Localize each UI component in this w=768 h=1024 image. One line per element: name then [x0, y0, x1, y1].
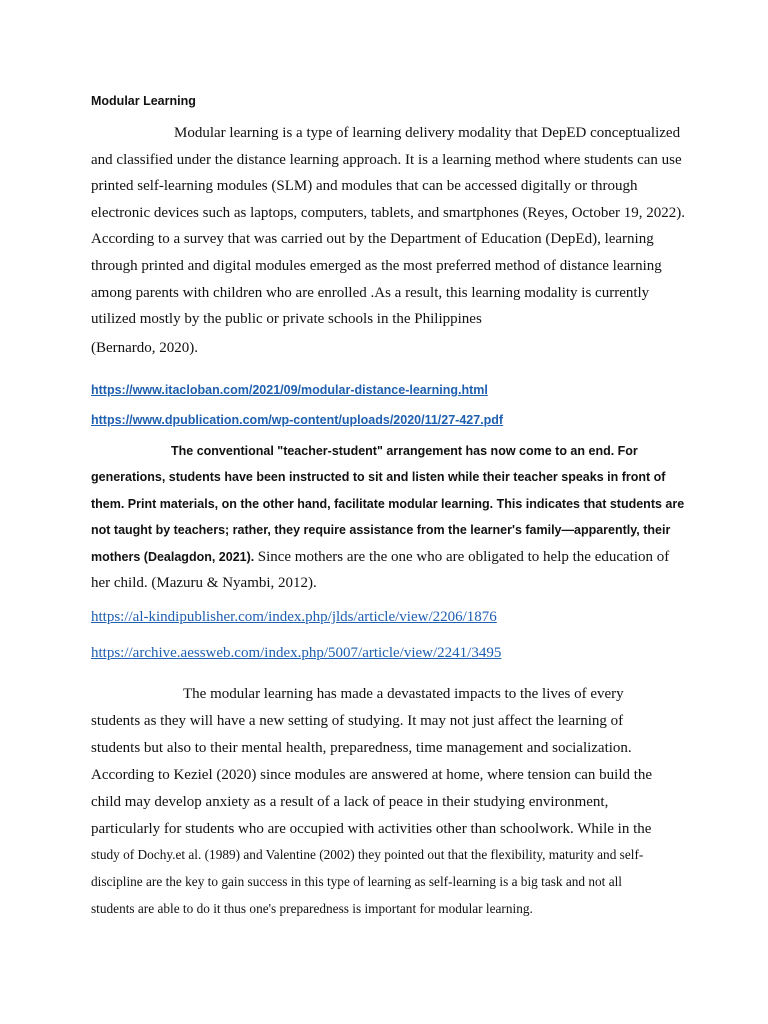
paragraph-3-text-b: study of Dochy.et al. (1989) and Valentine (2002) they pointed out that the flexibility, maturity and self-discipline are the key to gain success in this type of learning as self-learning is a big task and not all students are able to do it thus one's preparedness is important for modular learning. — [91, 847, 644, 917]
reference-link-dpublication[interactable]: https://www.dpublication.com/wp-content/uploads/2020/11/27-427.pdf — [91, 413, 504, 427]
section-heading: Modular Learning — [91, 94, 196, 108]
reference-link-itacloban[interactable]: https://www.itacloban.com/2021/09/modular-distance-learning.html — [91, 383, 488, 397]
paragraph-3-text-a: The modular learning has made a devastated impacts to the lives of every students as they will have a new setting of studying. It may not just affect the learning of students but also to their mental health, preparedness, time management and socialization. According to Keziel (2020) since modules are answered at home, where tension can build the child may develop anxiety as a result of a lack of peace in their studying environment, particularly for students who are occupied with activities other than schoolwork. While in the — [91, 686, 653, 837]
paragraph-2-plain-text: Since mothers are the one who are obligated to help the education of her child. (Mazuru & Nyambi, 2012). — [91, 548, 670, 592]
citation-bernardo: (Bernardo, 2020). — [91, 340, 199, 356]
paragraph-2-bold-text: The conventional "teacher-student" arrangement has now come to an end. For generations, students have been instructed to sit and listen while their teacher speaks in front of them. Print materials, on the other hand, facilitate modular learning. This indicates that students are not taught by teachers; rather, they require assistance from the learner's family—apparently, their mothers (Dealagdon, 2021). — [91, 444, 685, 564]
paragraph-impacts — [91, 681, 661, 923]
reference-link-aessweb[interactable]: https://archive.aessweb.com/index.php/5007/article/view/2241/3495 — [91, 645, 502, 661]
reference-link-al-kindi[interactable]: https://al-kindipublisher.com/index.php/jlds/article/view/2206/1876 — [91, 609, 497, 625]
paragraph-teacher-student — [91, 438, 691, 596]
paragraph-modular-definition — [91, 120, 691, 333]
paragraph-1-text: Modular learning is a type of learning delivery modality that DepED conceptualized and classified under the distance learning approach. It is a learning method where students can use printed self-learning modules (SLM) and modules that can be accessed digitally or through electronic devices such as laptops, computers, tablets, and smartphones (Reyes, October 19, 2022). According to a survey that was carried out by the Department of Education (DepEd), learning through printed and digital modules emerged as the most preferred method of distance learning among parents with children who are enrolled .As a result, this learning modality is currently utilized mostly by the public or private schools in the Philippines — [91, 125, 686, 328]
